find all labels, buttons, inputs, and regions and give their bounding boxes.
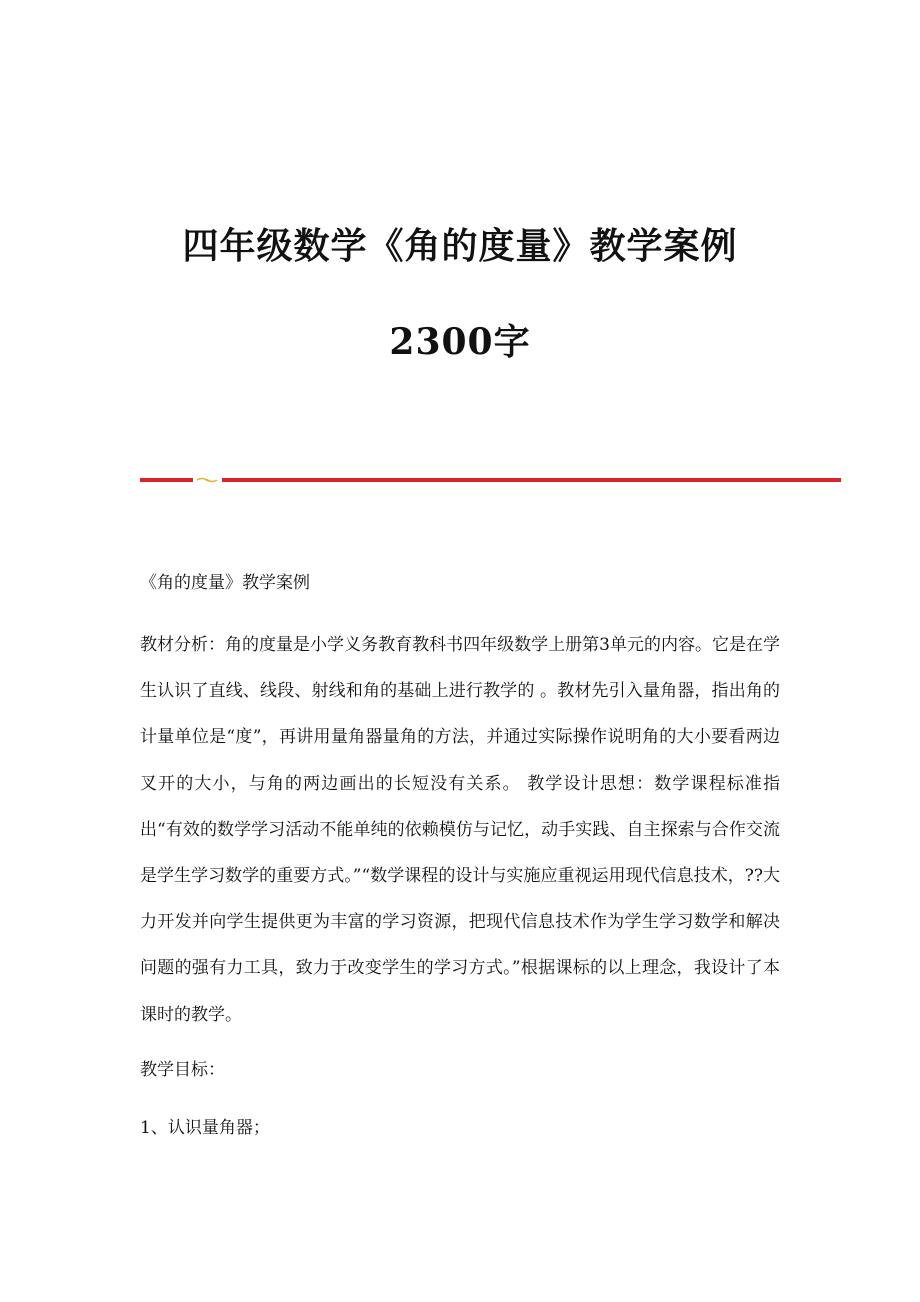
objective-item: 1、认识量角器； [140, 1118, 270, 1138]
divider-ornament-icon [196, 477, 218, 483]
document-title-line-2: 2300字 [389, 321, 531, 363]
document-title-line-1: 四年级数学《角的度量》教学案例 [182, 225, 738, 267]
document-subtitle: 《角的度量》教学案例 [140, 573, 310, 593]
body-paragraph: 教材分析：角的度量是小学义务教育教科书四年级数学上册第3单元的内容。它是在学生认识了直线、线段、射线和角的基础上进行教学的 。教材先引入量角器，指出角的计量单位是“度”，再讲用量角器量角的方法，并通过实际操作说明角的大小要看两边叉开的大小，与角的两边画出的长短没有关系。 教学设计思想：数学课程标准指出“有效的数学学习活动不能单纯的依赖模仿与记忆，动手实践、自主探索与合作交流是学生学习数学的重要方式。”“数学课程的设计与实施应重视运用现代信息技术，??大力开发并向学生提供更为丰富的学习资源，把现代信息技术作为学生学习数学和解决问题的强有力工具，致力于改变学生的学习方式。”根据课标的以上理念，我设计了本课时的教学。 [140, 635, 780, 1025]
divider-right-segment [222, 478, 841, 482]
title-divider [140, 477, 841, 483]
objectives-heading: 教学目标： [140, 1060, 225, 1080]
divider-left-segment [140, 478, 193, 482]
